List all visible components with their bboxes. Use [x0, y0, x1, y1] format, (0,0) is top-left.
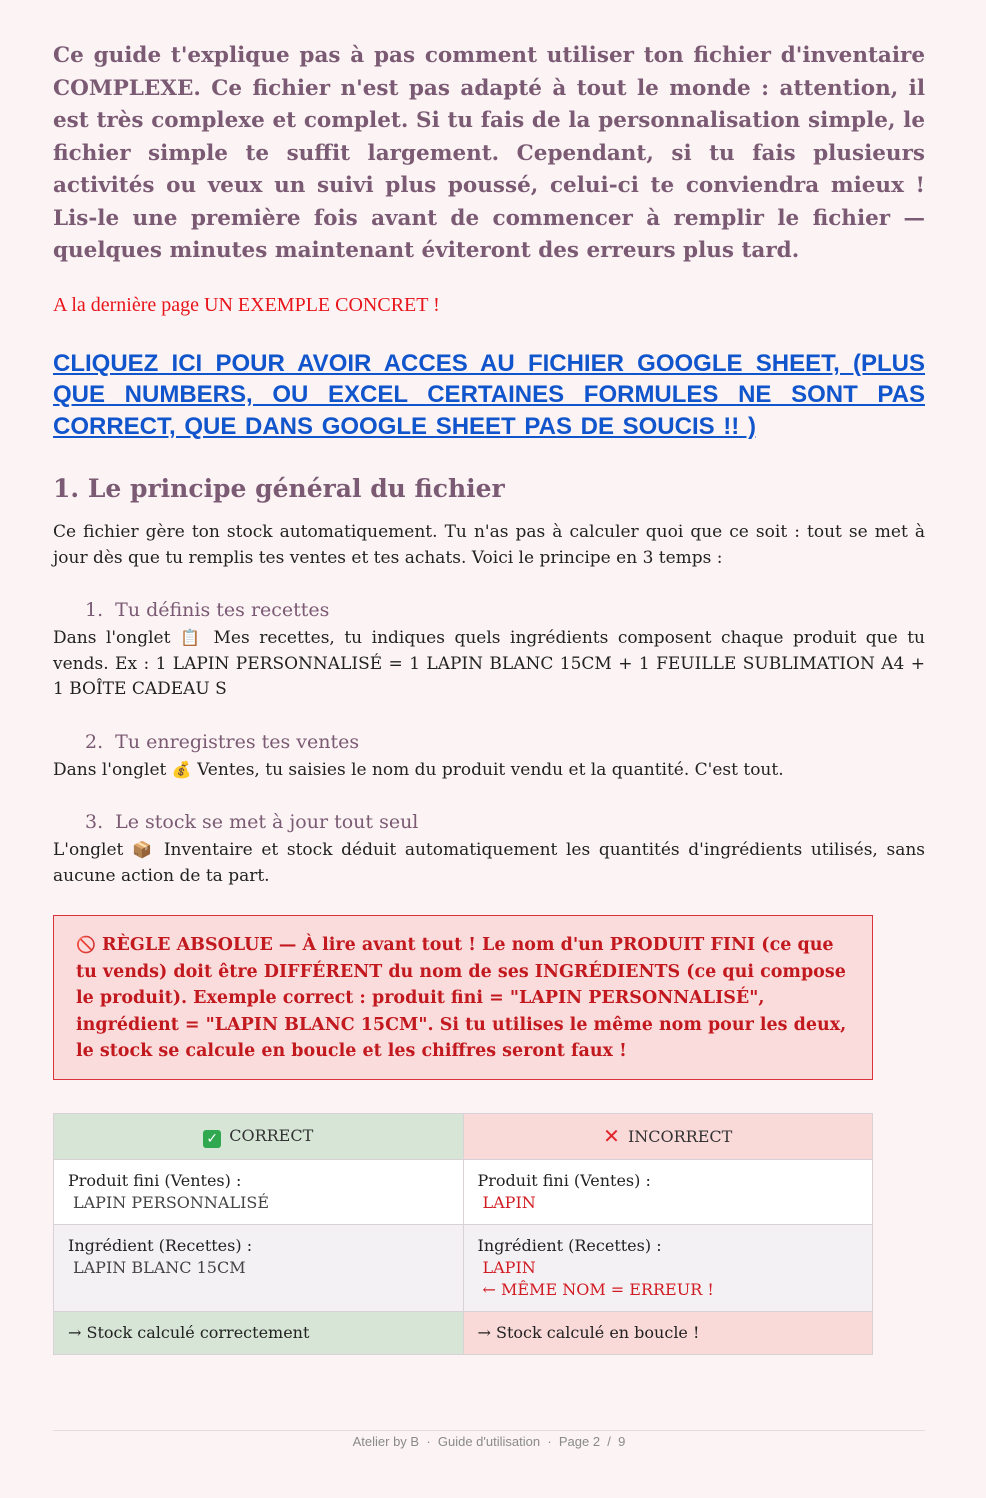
step-1-title	[85, 597, 925, 623]
correct-header	[54, 1113, 464, 1159]
section-intro: Ce fichier gère ton stock automatiquement. Tu n'as pas à calculer quoi que ce soit : tout se met à jour dès que tu remplis tes ventes et tes achats. Voici le principe en 3 temps :	[53, 522, 925, 568]
page-footer: Atelier by B · Guide d'utilisation · Page 2 / 9	[53, 1430, 925, 1449]
cell-label: Ingrédient (Recettes) :	[68, 1235, 253, 1255]
step-2-title	[85, 729, 925, 755]
money-bag-icon: 💰	[171, 759, 192, 779]
step-number: 1.	[85, 599, 104, 621]
google-sheet-link[interactable]: CLIQUEZ ICI POUR AVOIR ACCES AU FICHIER GOOGLE SHEET, (PLUS QUE NUMBERS, OU EXCEL CERTAINES FORMULES NE SONT PAS CORRECT, QUE DANS GOOGLE SHEET PAS DE SOUCIS !! )	[53, 349, 925, 440]
cross-icon: ✕	[603, 1123, 620, 1148]
package-icon: 📦	[132, 840, 156, 859]
footer-brand: Atelier by B	[352, 1434, 420, 1449]
header-label: INCORRECT	[627, 1126, 733, 1146]
step-title-text: Tu enregistres tes ventes	[115, 730, 360, 753]
absolute-rule-box	[53, 915, 873, 1080]
error-note: ← MÊME NOM = ERREUR !	[482, 1279, 714, 1299]
footer-doc-name: Guide d'utilisation	[437, 1434, 541, 1449]
rule-text: RÈGLE ABSOLUE — À lire avant tout ! Le nom d'un PRODUIT FINI (ce que tu vends) doit être DIFFÉRENT du nom de ses INGRÉDIENTS (ce qui compose le produit). Exemple correct : produit fini = "LAPIN PERSONNALISÉ", ingrédient = "LAPIN BLANC 15CM". Si tu utilises le même nom pour les deux, le stock se calcule en boucle et les chiffres seront faux !	[76, 935, 847, 1061]
cell-label: Ingrédient (Recettes) :	[477, 1235, 662, 1255]
intro-paragraph: Ce guide t'explique pas à pas comment utiliser ton fichier d'inventaire COMPLEXE. Ce fichier n'est pas adapté à tout le monde : attention, il est très complexe et complet. Si tu fais de la personnalisation simple, le fichier simple te suffit largement. Cependant, si tu fais plusieurs activités ou veux un suivi plus poussé, celui-ci te conviendra mieux ! Lis-le une première fois avant de commencer à remplir le fichier — quelques minutes maintenant éviteront des erreurs plus tard.	[53, 43, 925, 263]
footer-page-label: Page 2	[558, 1434, 601, 1449]
step-number: 2.	[85, 730, 104, 753]
step-text: Ventes, tu saisies le nom du produit vendu et la quantité. C'est tout.	[191, 759, 784, 780]
step-text: Inventaire et stock déduit automatiquement les quantités d'ingrédients utilisés, sans aucune action de ta part.	[53, 840, 926, 886]
cell-label: Produit fini (Ventes) :	[477, 1170, 651, 1190]
step-number: 3.	[85, 811, 104, 833]
clipboard-icon: 📋	[179, 628, 204, 647]
comparison-table	[53, 1113, 873, 1355]
step-3-body	[53, 837, 925, 889]
table-footer-row	[54, 1311, 873, 1354]
table-row	[54, 1159, 873, 1224]
example-note: A la dernière page UN EXEMPLE CONCRET !	[53, 293, 440, 316]
cell-value: LAPIN PERSONNALISÉ	[73, 1192, 270, 1212]
table-cell	[54, 1224, 464, 1311]
step-text: L'onglet	[53, 840, 133, 860]
step-title-text: Le stock se met à jour tout seul	[115, 811, 419, 833]
footer-incorrect-cell: → Stock calculé en boucle !	[463, 1311, 873, 1354]
step-2-body	[53, 757, 925, 784]
check-icon: ✓	[203, 1130, 221, 1148]
footer-correct-cell: → Stock calculé correctement	[54, 1311, 464, 1354]
cell-label: Produit fini (Ventes) :	[68, 1170, 242, 1190]
footer-page-total: 9	[618, 1434, 626, 1449]
prohibited-icon: 🚫	[76, 935, 96, 954]
step-text: Dans l'onglet	[53, 759, 172, 780]
step-title-text: Tu définis tes recettes	[115, 599, 330, 621]
table-header-row	[54, 1113, 873, 1159]
table-row	[54, 1224, 873, 1311]
header-label: CORRECT	[229, 1125, 314, 1145]
cell-value: LAPIN	[482, 1192, 536, 1212]
cell-value: LAPIN BLANC 15CM	[73, 1257, 246, 1277]
step-1-body	[53, 625, 925, 703]
table-cell	[54, 1159, 464, 1224]
table-cell	[463, 1224, 873, 1311]
page-content	[53, 40, 925, 1355]
cell-value: LAPIN	[482, 1257, 536, 1277]
step-text: Mes recettes, tu indiques quels ingrédients composent chaque produit que tu vends. Ex : 1 LAPIN PERSONNALISÉ = 1 LAPIN BLANC 15CM + 1 FEUILLE SUBLIMATION A4 + 1 BOÎTE CADEAU S	[53, 628, 925, 699]
section-number: 1.	[53, 474, 80, 503]
step-text: Dans l'onglet	[53, 628, 180, 648]
table-cell	[463, 1159, 873, 1224]
section-title-text: Le principe général du fichier	[87, 474, 505, 503]
incorrect-header	[463, 1113, 873, 1159]
step-3-title	[85, 809, 925, 835]
section-title	[53, 472, 925, 506]
